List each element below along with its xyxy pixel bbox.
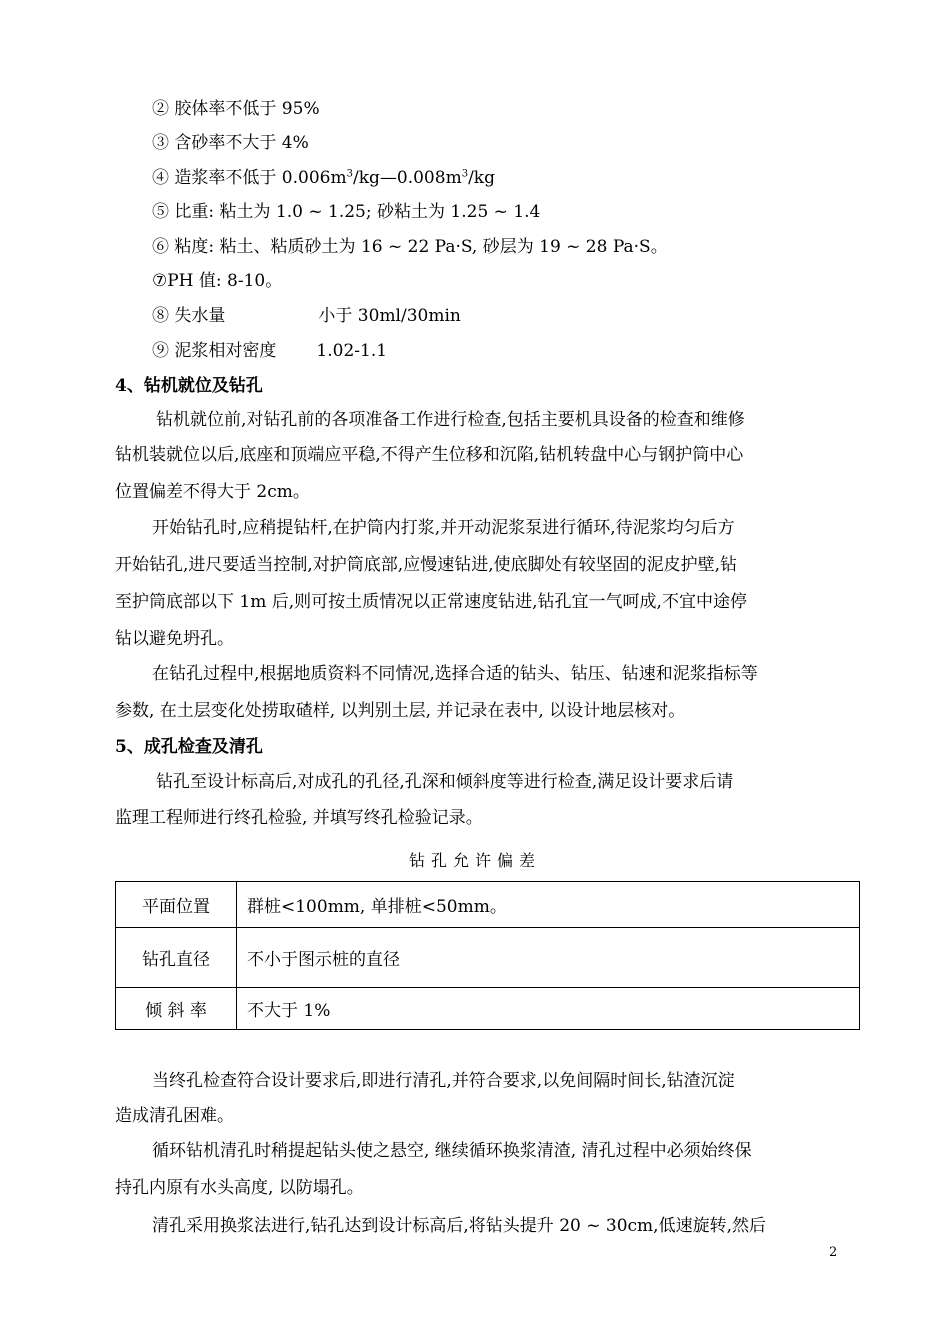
table-caption: 钻孔允许偏差 [408,851,541,870]
list-item [152,339,387,363]
paragraph-line: 造成清孔困难。 [115,1106,234,1126]
list-item: ⑤ 比重: 粘土为 1.0 ~ 1.25; 砂粘土为 1.25 ~ 1.4 [152,202,541,222]
section-heading: 4、钻机就位及钻孔 [115,376,263,396]
item-value: 1.02-1.1 [316,341,388,361]
item-value: 小于 30ml/30min [318,306,461,326]
paragraph-line: 钻机就位前,对钻孔前的各项准备工作进行检查,包括主要机具设备的检查和维修 [156,410,745,430]
paragraph-line: 参数, 在土层变化处捞取碴样, 以判别土层, 并记录在表中, 以设计地层核对。 [115,701,686,721]
paragraph-line: 位置偏差不得大于 2cm。 [115,482,310,502]
item-label: ⑧ 失水量 [152,306,226,326]
paragraph-line: 持孔内原有水头高度, 以防塌孔。 [115,1178,364,1198]
section-heading: 5、成孔检查及清孔 [115,737,263,757]
list-item: ③ 含砂率不大于 4% [152,133,309,153]
table-row [116,988,860,1030]
paragraph-line: 在钻孔过程中,根据地质资料不同情况,选择合适的钻头、钻压、钻速和泥浆指标等 [152,664,758,684]
table-cell-value: 不小于图示桩的直径 [237,928,860,988]
paragraph-line: 监理工程师进行终孔检验, 并填写终孔检验记录。 [115,808,483,828]
table-cell-value: 群桩<100mm, 单排桩<50mm。 [237,882,860,928]
list-item: ⑦PH 值: 8-10。 [152,271,283,291]
list-item: ④ 造浆率不低于 $0.006m^3/kg—0.008m^3/kg$ [152,168,495,188]
list-item: ⑥ 粘度: 粘土、粘质砂土为 16 ~ 22 Pa·S, 砂层为 19 ~ 28 Pa·S。 [152,237,668,257]
list-item: ② 胶体率不低于 95% [152,99,320,119]
paragraph-line: 至护筒底部以下 1m 后,则可按土质情况以正常速度钻进,钻孔宜一气呵成,不宜中途停 [115,592,747,612]
list-item [152,304,461,328]
paragraph-line: 当终孔检查符合设计要求后,即进行清孔,并符合要求,以免间隔时间长,钻渣沉淀 [152,1071,735,1091]
paragraph-line: 钻以避免坍孔。 [115,629,234,649]
paragraph-line: 开始钻孔,进尺要适当控制,对护筒底部,应慢速钻进,使底脚处有较坚固的泥皮护壁,钻 [115,555,738,575]
item-label: ⑨ 泥浆相对密度 [152,341,277,361]
paragraph-line: 钻机装就位以后,底座和顶端应平稳,不得产生位移和沉陷,钻机转盘中心与钢护筒中心 [115,445,744,465]
page-number: 2 [829,1245,838,1260]
paragraph-line: 清孔采用换浆法进行,钻孔达到设计标高后,将钻头提升 20 ~ 30cm,低速旋转,然后 [152,1216,766,1236]
table-cell-key: 钻孔直径 [116,928,237,988]
paragraph-line: 循环钻机清孔时稍提起钻头使之悬空, 继续循环换浆清渣, 清孔过程中必须始终保 [152,1141,752,1161]
paragraph-line: 开始钻孔时,应稍提钻杆,在护筒内打浆,并开动泥浆泵进行循环,待泥浆均匀后方 [152,518,735,538]
table-row [116,882,860,928]
table-cell-value: 不大于 1% [237,988,860,1030]
deviation-table [115,881,860,1030]
table-row [116,928,860,988]
paragraph-line: 钻孔至设计标高后,对成孔的孔径,孔深和倾斜度等进行检查,满足设计要求后请 [156,772,734,792]
table-cell-key: 平面位置 [116,882,237,928]
table-cell-key: 倾 斜 率 [116,988,237,1030]
